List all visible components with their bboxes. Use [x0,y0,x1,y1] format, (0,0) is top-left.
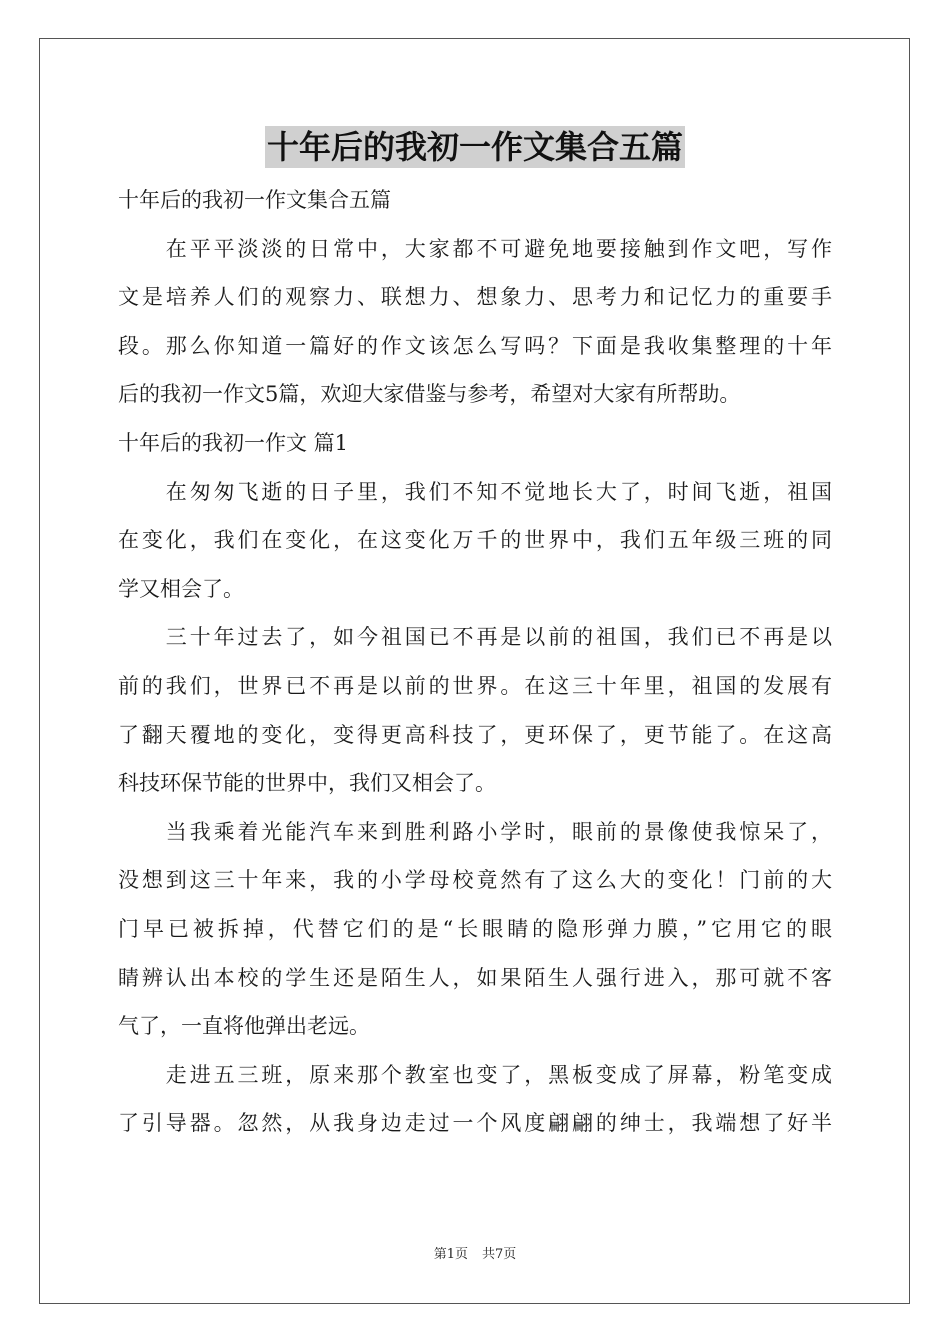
text-line: 了翻天覆地的变化，变得更高科技了，更环保了，更节能了。在这高 [118,722,832,747]
text-line: 走进五三班，原来那个教室也变了，黑板变成了屏幕，粉笔变成 [118,1062,832,1087]
text-line: 在平平淡淡的日常中，大家都不可避免地要接触到作文吧，写作 [118,236,832,261]
section-heading: 十年后的我初一作文 篇1 [118,430,349,455]
document-title: 十年后的我初一作文集合五篇 [266,128,683,166]
page-number: 第1页 [433,1247,468,1262]
title-container [0,126,950,168]
section-heading: 十年后的我初一作文集合五篇 [118,188,391,212]
text-line: 在变化，我们在变化，在这变化万千的世界中，我们五年级三班的同 [118,528,832,553]
text-line: 段。那么你知道一篇好的作文该怎么写吗？下面是我收集整理的十年 [118,333,832,358]
text-line: 在匆匆飞逝的日子里，我们不知不觉地长大了，时间飞逝，祖国 [118,479,832,504]
text-line: 没想到这三十年来，我的小学母校竟然有了这么大的变化！门前的大 [118,868,832,893]
text-line: 前的我们，世界已不再是以前的世界。在这三十年里，祖国的发展有 [118,673,832,698]
text-line: 科技环保节能的世界中，我们又相会了。 [118,771,496,796]
page-footer [0,1246,950,1264]
text-line: 门早已被拆掉，代替它们的是“长眼睛的隐形弹力膜，”它用它的眼 [118,916,832,941]
text-line: 文是培养人们的观察力、联想力、想象力、思考力和记忆力的重要手 [118,285,832,310]
text-line: 三十年过去了，如今祖国已不再是以前的祖国，我们已不再是以 [118,625,832,650]
text-line: 当我乘着光能汽车来到胜利路小学时，眼前的景像使我惊呆了， [118,819,832,844]
text-line: 了引导器。忽然，从我身边走过一个风度翩翩的绅士，我端想了好半 [118,1111,832,1136]
document-body [118,176,832,1148]
text-line: 后的我初一作文5篇，欢迎大家借鉴与参考，希望对大家有所帮助。 [118,382,741,407]
text-line: 睛辨认出本校的学生还是陌生人，如果陌生人强行进入，那可就不客 [118,965,832,990]
text-line: 气了，一直将他弹出老远。 [118,1014,370,1039]
page-total: 共7页 [482,1247,517,1262]
text-line: 学又相会了。 [118,576,244,601]
